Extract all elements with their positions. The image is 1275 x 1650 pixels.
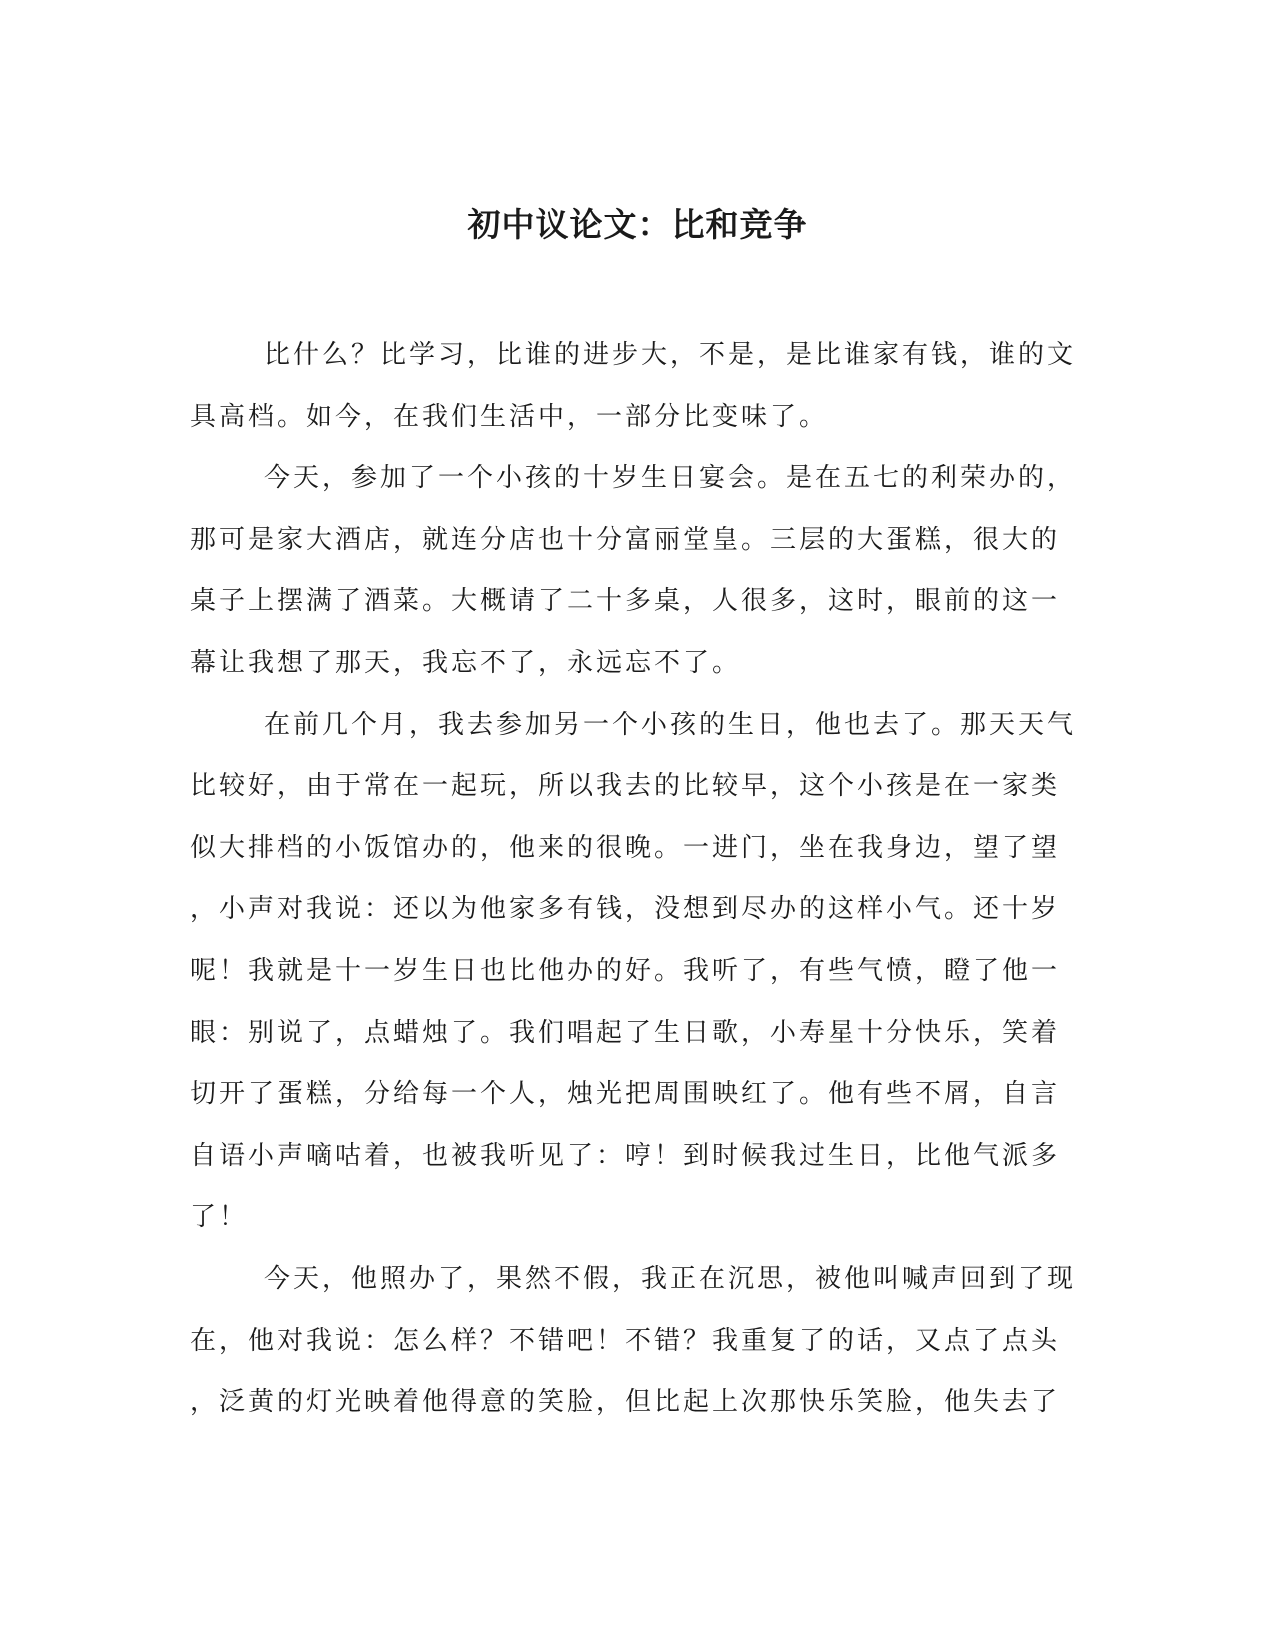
text-line: 比较好，由于常在一起玩，所以我去的比较早，这个小孩是在一家类 bbox=[190, 771, 1061, 802]
text-line: 似大排档的小饭馆办的，他来的很晚。一进门，坐在我身边，望了望 bbox=[190, 832, 1061, 863]
text-line: 在，他对我说：怎么样？不错吧！不错？我重复了的话，又点了点头 bbox=[190, 1325, 1061, 1356]
text-line: 幕让我想了那天，我忘不了，永远忘不了。 bbox=[190, 647, 742, 678]
text-line: 具高档。如今，在我们生活中，一部分比变味了。 bbox=[190, 401, 829, 432]
document-body bbox=[190, 325, 1080, 1434]
text-line: ，泛黄的灯光映着他得意的笑脸，但比起上次那快乐笑脸，他失去了 bbox=[190, 1387, 1061, 1418]
text-line: 今天，参加了一个小孩的十岁生日宴会。是在五七的利荣办的， bbox=[264, 463, 1077, 494]
text-line: 眼：别说了，点蜡烛了。我们唱起了生日歌，小寿星十分快乐，笑着 bbox=[190, 1017, 1061, 1048]
text-line: 在前几个月，我去参加另一个小孩的生日，他也去了。那天天气 bbox=[264, 709, 1077, 740]
text-line: 切开了蛋糕，分给每一个人，烛光把周围映红了。他有些不屑，自言 bbox=[190, 1079, 1061, 1110]
text-line: ，小声对我说：还以为他家多有钱，没想到尽办的这样小气。还十岁 bbox=[190, 894, 1061, 925]
text-line: 桌子上摆满了酒菜。大概请了二十多桌，人很多，这时，眼前的这一 bbox=[190, 586, 1061, 617]
text-line: 自语小声嘀咕着，也被我听见了：哼！到时候我过生日，比他气派多 bbox=[190, 1140, 1061, 1171]
text-line: 今天，他照办了，果然不假，我正在沉思，被他叫喊声回到了现 bbox=[264, 1263, 1077, 1294]
document-title: 初中议论文：比和竞争 bbox=[467, 205, 808, 244]
text-line: 比什么？比学习，比谁的进步大，不是，是比谁家有钱，谁的文 bbox=[264, 340, 1077, 370]
text-line: 那可是家大酒店，就连分店也十分富丽堂皇。三层的大蛋糕，很大的 bbox=[190, 524, 1061, 555]
text-line: 了！ bbox=[190, 1202, 249, 1233]
text-line: 呢！我就是十一岁生日也比他办的好。我听了，有些气愤，瞪了他一 bbox=[190, 955, 1061, 986]
